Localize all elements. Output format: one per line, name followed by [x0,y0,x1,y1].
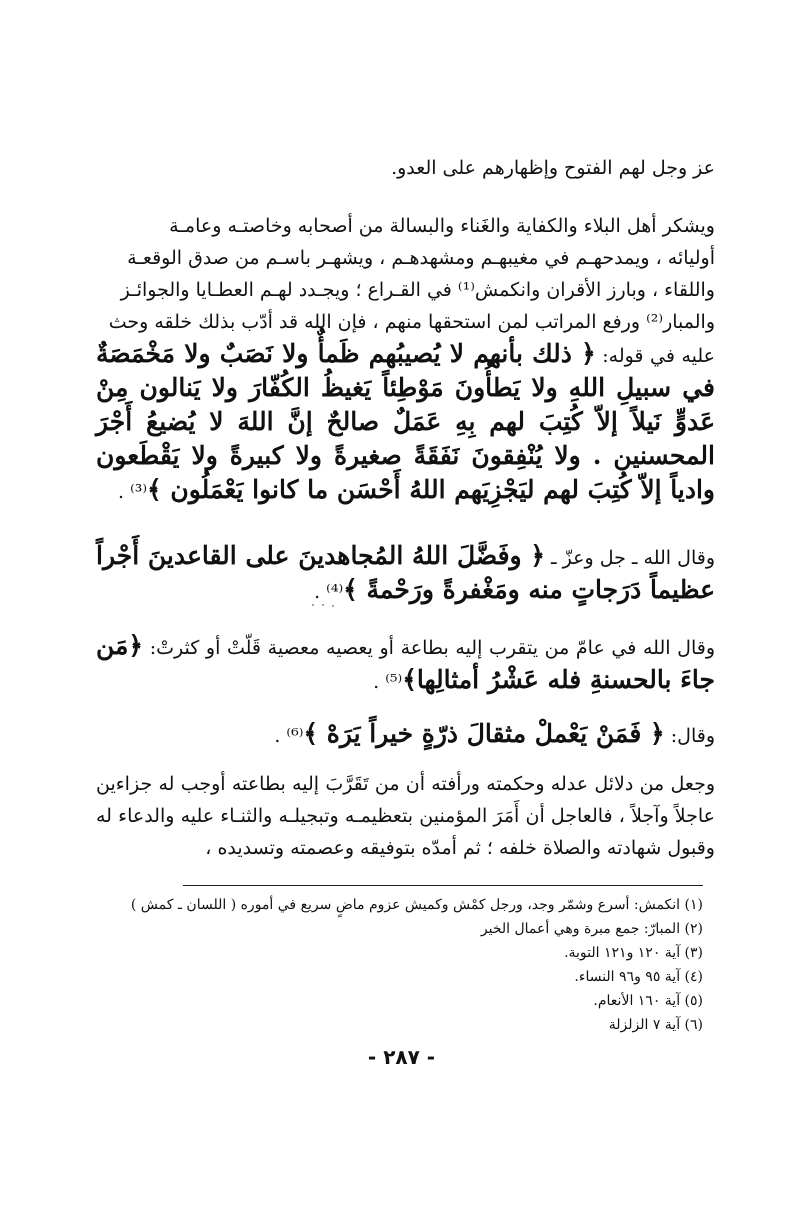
main-paragraph-line: أوليائه ، ويمدحهـم في مغيبهـم ومشهدهـم ، ويشهـر باسـم من صدق الوقعـة [127,247,715,269]
third-paragraph [96,630,715,698]
second-paragraph [96,540,715,608]
verse-intro: وقال: [664,725,715,747]
opening-line: عز وجل لهم الفتوح وإظهارهم على العدو. [391,157,715,179]
main-paragraph-line: والمبار⁽²⁾ ورفع المراتب لمن استحقها منهم ، فإن الله قد أدّب بذلك خلقه وحث [108,311,715,333]
verse-intro: عليه في قوله: [595,345,715,367]
main-paragraph [96,210,715,508]
footnote-ref: ⁽⁵⁾ . [373,671,403,693]
quran-verse-nisa: ﴿ وفَضَّلَ اللهُ المُجاهدينَ على القاعدينَ أَجْراً عظيماً دَرَجاتٍ منه ومَغْفرةً ورَحْمةً ﴾ [96,541,715,604]
print-speck [332,605,334,607]
footnote-item: (٢) المبارّ: جمع مبرة وهي أعمال الخير [480,921,703,937]
main-paragraph-line: ويشكر أهل البلاء والكفاية والغَناء والبسالة من أصحابه وخاصتـه وعامـة [169,215,715,237]
print-speck [322,604,324,606]
footnote-item: (٦) آية ٧ الزلزلة [608,1017,703,1033]
footnote-item: (١) انكمش: أسرع وشمّر وجد، ورجل كمْش وكميش عزوم ماضٍ سريع في أموره ( اللسان ـ كمش ) [130,897,703,913]
fifth-paragraph: وجعل من دلائل عدله وحكمته ورأفته أن من تَقَرَّبَ إليه بطاعته أوجب له جزاءين عاجلاً وآجلاً ، فالعاجل أن أَمَرَ المؤمنين بتعظيمـه وتبجيلـه والثنـاء عليه والدعاء له وقبول شهادته والصلاة خلفه ؛ ثم أمدّه بتوفيقه وعصمته وتسديده ، [96,773,715,859]
footnote-item: (٣) آية ١٢٠ و١٢١ التوبة. [564,945,703,961]
footnote-item: (٤) آية ٩٥ و٩٦ النساء. [574,969,703,985]
page-number: - ٢٨٧ - [367,1045,436,1069]
main-paragraph-line: واللقاء ، وبارز الأقران وانكمش⁽¹⁾ في القـراع ؛ ويجـدد لهـم العطـايا والجوائـز [120,279,715,301]
verse-intro: وقال الله في عامّ من يتقرب إليه بطاعة أو يعصيه معصية قَلّتْ أو كثرتْ: [143,637,715,659]
footnote-ref: ⁽⁶⁾ . [274,725,304,747]
footnote-item: (٥) آية ١٦٠ الأنعام. [593,993,703,1009]
verse-intro: وقال الله ـ جل وعزّ ـ [544,547,715,569]
quran-verse-tawbah: ﴿ ذلك بأنهم لا يُصيبُهم ظَمأٌ ولا نَصَبٌ ولا مَخْمَصَةٌ في سبيلِ اللهِ ولا يَطأُونَ مَوْطِئاً يَغيظُ الكُفّارَ ولا يَنالون مِنْ عَدوٍّ نَيلاً إلاّ كُتِبَ لهم بِهِ عَمَلٌ صالحٌ إنَّ اللهَ لا يُضيعُ أَجْرَ المحسنين . ولا يُنْفِقونَ نَفَقَةً صغيرةً ولا كبيرةً ولا يَقْطَعون وادياً إلاّ كُتِبَ لهم ليَجْزِيَهم اللهُ أَحْسَن ما كانوا يَعْمَلُون ﴾ [96,339,715,504]
footnote-divider [183,885,703,886]
quran-verse-anam: ﴿مَن جاءَ بالحسنةِ فله عَشْرُ أمثالِها﴾ [96,631,715,694]
footnote-ref: ⁽³⁾ . [118,481,148,503]
footnotes [83,893,703,1037]
footnote-ref: ⁽⁴⁾ . [314,581,344,603]
print-speck [312,604,314,606]
fourth-paragraph [96,718,715,752]
quran-verse-zalzalah: ﴿ فَمَنْ يَعْملْ مثقالَ ذرّةٍ خيراً يَرَهْ ﴾ [303,719,665,748]
